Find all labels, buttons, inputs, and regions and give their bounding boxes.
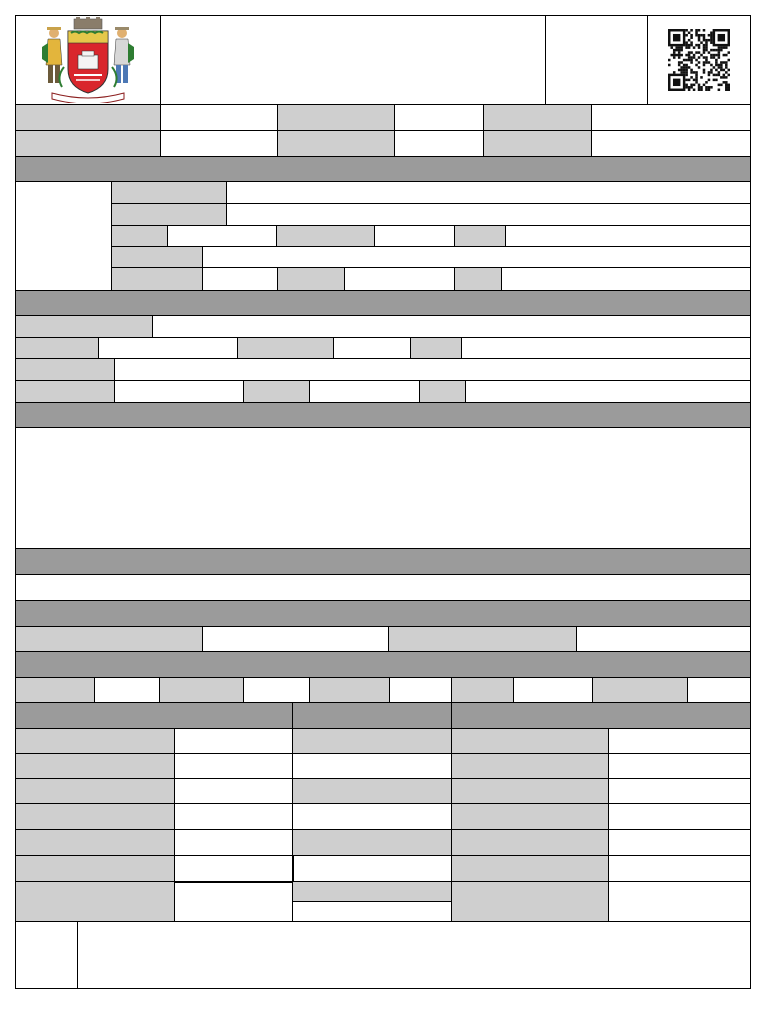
section-header — [15, 156, 751, 182]
footer-notes-area[interactable] — [77, 921, 751, 989]
label-cell — [483, 104, 592, 131]
value-field[interactable] — [174, 753, 293, 779]
label-cell — [237, 337, 334, 359]
label-cell — [451, 753, 609, 779]
value-field[interactable] — [160, 104, 278, 131]
description-area[interactable] — [15, 427, 751, 549]
value-field[interactable] — [591, 130, 751, 157]
label-cell — [111, 246, 203, 268]
value-field[interactable] — [394, 130, 484, 157]
label-cell — [454, 225, 506, 247]
value-field[interactable] — [591, 104, 751, 131]
footer-label-cell — [15, 921, 78, 989]
qr-cell — [647, 15, 751, 105]
label-cell — [111, 203, 227, 226]
label-cell — [277, 130, 395, 157]
value-field[interactable] — [608, 753, 751, 779]
label-cell — [15, 778, 175, 804]
label-cell — [292, 778, 452, 804]
value-field[interactable] — [174, 778, 293, 804]
value-field[interactable] — [608, 829, 751, 856]
side-cell — [15, 181, 112, 291]
label-cell — [451, 881, 609, 922]
label-cell — [15, 728, 175, 754]
value-field[interactable] — [174, 881, 293, 922]
section-header — [15, 651, 751, 678]
value-field[interactable] — [174, 855, 293, 882]
label-cell — [111, 225, 168, 247]
value-field[interactable] — [608, 855, 751, 882]
label-cell — [15, 130, 161, 157]
value-field[interactable] — [333, 337, 411, 359]
label-cell — [451, 829, 609, 856]
column-header — [292, 702, 452, 729]
value-field[interactable] — [608, 881, 751, 922]
value-field[interactable] — [174, 829, 293, 856]
value-field[interactable] — [174, 728, 293, 754]
value-field[interactable] — [292, 901, 452, 922]
label-cell — [15, 677, 95, 703]
value-field[interactable] — [226, 181, 751, 204]
section-header — [15, 548, 751, 575]
column-header — [15, 702, 293, 729]
label-cell — [15, 626, 203, 652]
label-cell — [451, 778, 609, 804]
value-field[interactable] — [202, 246, 751, 268]
label-cell — [111, 181, 227, 204]
value-field[interactable] — [389, 677, 452, 703]
label-cell — [15, 380, 115, 403]
label-cell — [292, 881, 452, 902]
value-field[interactable] — [292, 803, 452, 830]
value-field[interactable] — [608, 778, 751, 804]
label-cell — [159, 677, 244, 703]
value-field[interactable] — [15, 574, 751, 601]
label-cell — [111, 267, 203, 291]
value-field[interactable] — [465, 380, 751, 403]
label-cell — [483, 130, 592, 157]
value-field[interactable] — [226, 203, 751, 226]
value-field[interactable] — [94, 677, 160, 703]
label-cell — [292, 829, 452, 856]
value-field[interactable] — [292, 855, 452, 882]
value-field[interactable] — [202, 626, 389, 652]
value-field[interactable] — [309, 380, 420, 403]
value-field[interactable] — [152, 315, 751, 338]
label-cell — [276, 225, 375, 247]
label-cell — [451, 855, 609, 882]
coat-of-arms-icon — [38, 17, 138, 103]
label-cell — [15, 855, 175, 882]
column-header — [451, 702, 751, 729]
label-cell — [309, 677, 390, 703]
value-field[interactable] — [461, 337, 751, 359]
label-cell — [451, 803, 609, 830]
value-field[interactable] — [394, 104, 484, 131]
value-field[interactable] — [513, 677, 593, 703]
section-header — [15, 600, 751, 627]
value-field[interactable] — [160, 130, 278, 157]
section-header — [15, 402, 751, 428]
label-cell — [15, 881, 175, 922]
label-cell — [15, 104, 161, 131]
qr-code-icon — [668, 29, 730, 91]
label-cell — [277, 267, 345, 291]
label-cell — [419, 380, 466, 403]
label-cell — [277, 104, 395, 131]
value-field[interactable] — [608, 803, 751, 830]
value-field[interactable] — [501, 267, 751, 291]
label-cell — [15, 829, 175, 856]
label-cell — [454, 267, 502, 291]
value-field[interactable] — [374, 225, 455, 247]
label-cell — [292, 728, 452, 754]
section-header — [15, 290, 751, 316]
value-field[interactable] — [608, 728, 751, 754]
value-field[interactable] — [174, 803, 293, 830]
value-field[interactable] — [243, 677, 310, 703]
value-field[interactable] — [202, 267, 278, 291]
label-cell — [15, 315, 153, 338]
value-field[interactable] — [292, 753, 452, 779]
label-cell — [388, 626, 577, 652]
label-cell — [15, 753, 175, 779]
value-field[interactable] — [167, 225, 277, 247]
value-field[interactable] — [114, 380, 244, 403]
title-cell — [160, 15, 546, 105]
header-cell — [545, 15, 648, 105]
logo-cell — [15, 15, 161, 105]
label-cell — [15, 803, 175, 830]
label-cell — [592, 677, 688, 703]
value-field[interactable] — [505, 225, 751, 247]
value-field[interactable] — [344, 267, 455, 291]
value-field[interactable] — [687, 677, 751, 703]
label-cell — [243, 380, 310, 403]
label-cell — [410, 337, 462, 359]
value-field[interactable] — [576, 626, 751, 652]
value-field[interactable] — [114, 358, 751, 381]
label-cell — [15, 358, 115, 381]
label-cell — [15, 337, 99, 359]
label-cell — [451, 728, 609, 754]
value-field[interactable] — [98, 337, 238, 359]
label-cell — [451, 677, 514, 703]
